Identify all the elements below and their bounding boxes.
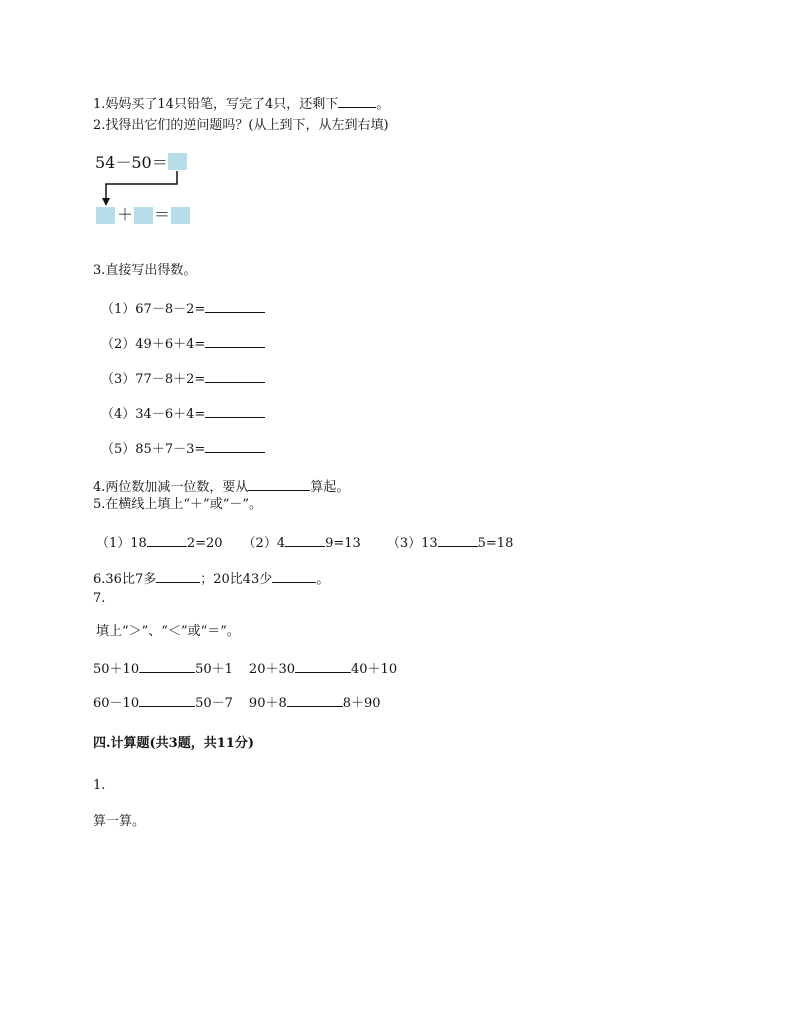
- item-expression: 49＋6＋4=: [135, 337, 206, 352]
- question-4-text: 4.两位数加减一位数，要从: [93, 480, 249, 495]
- question-6-part-b: ；20比43少: [200, 572, 273, 587]
- question-7-instruction: 填上“＞”、“＜”或“＝”。: [96, 624, 240, 639]
- item-number: （3）: [101, 372, 136, 387]
- compare-left: 90＋8: [248, 696, 287, 711]
- part-2-right: 9=13: [325, 536, 361, 551]
- answer-box-3[interactable]: [171, 207, 190, 224]
- answer-blank[interactable]: [139, 694, 195, 707]
- equation-top: 54－50＝: [95, 153, 168, 172]
- question-2-text: 2.找得出它们的逆问题吗？(从上到下，从左到右填): [93, 118, 389, 133]
- answer-blank[interactable]: [205, 405, 265, 418]
- compare-right: 40＋10: [351, 662, 398, 677]
- answer-blank[interactable]: [205, 370, 265, 383]
- part-3-left: （3）13: [386, 536, 438, 551]
- item-number: （1）: [101, 302, 136, 317]
- answer-blank[interactable]: [205, 300, 265, 313]
- fill-sign-row: [96, 534, 513, 552]
- calc-item: [101, 370, 265, 388]
- item-number: （2）: [101, 337, 136, 352]
- question-7-number: 7.: [93, 591, 106, 606]
- calc-item: [101, 300, 265, 318]
- part-1-left: （1）18: [96, 536, 147, 551]
- answer-blank[interactable]: [156, 570, 200, 583]
- item-number: （5）: [101, 442, 136, 457]
- item-expression: 67－8－2=: [135, 302, 206, 317]
- compare-right: 8＋90: [342, 696, 381, 711]
- answer-blank[interactable]: [205, 440, 265, 453]
- section-4-title: 四.计算题(共3题，共11分): [93, 736, 254, 751]
- answer-blank[interactable]: [438, 534, 478, 547]
- answer-blank[interactable]: [287, 694, 343, 707]
- answer-blank[interactable]: [272, 570, 316, 583]
- question-1-tail: 。: [376, 97, 390, 112]
- question-4: [93, 478, 349, 496]
- answer-blank[interactable]: [139, 660, 195, 673]
- question-1-text: 1.妈妈买了14只铅笔，写完了4只，还剩下: [93, 97, 339, 112]
- item-expression: 77－8＋2=: [135, 372, 206, 387]
- question-6: [93, 570, 329, 588]
- arrow-connector: [100, 170, 190, 210]
- compare-left: 50＋10: [93, 662, 140, 677]
- answer-blank[interactable]: [205, 335, 265, 348]
- part-2-left: （2）4: [242, 536, 286, 551]
- part-3-right: 5=18: [477, 536, 514, 551]
- equals-sign: ＝: [154, 205, 171, 224]
- question-4-tail: 算起。: [310, 480, 350, 495]
- answer-blank[interactable]: [147, 534, 187, 547]
- item-expression: 85＋7－3=: [135, 442, 206, 457]
- compare-right: 50＋1: [195, 662, 233, 677]
- section-4-question-number: 1.: [93, 778, 106, 793]
- answer-box-1[interactable]: [96, 207, 115, 224]
- item-number: （4）: [101, 407, 136, 422]
- answer-blank[interactable]: [338, 95, 376, 108]
- compare-left: 20＋30: [248, 662, 296, 677]
- question-6-part-a: 6.36比7多: [93, 572, 157, 587]
- answer-blank[interactable]: [285, 534, 325, 547]
- compare-row: [93, 694, 381, 712]
- question-1: [93, 95, 389, 113]
- question-6-tail: 。: [316, 572, 330, 587]
- answer-blank[interactable]: [248, 478, 310, 491]
- plus-sign: ＋: [117, 205, 134, 224]
- calc-item: [101, 440, 265, 458]
- question-3-text: 3.直接写出得数。: [93, 263, 197, 278]
- calc-item: [101, 335, 265, 353]
- item-expression: 34－6＋4=: [135, 407, 206, 422]
- answer-box-top[interactable]: [168, 153, 187, 170]
- calc-item: [101, 405, 265, 423]
- compare-left: 60－10: [93, 696, 140, 711]
- part-1-right: 2=20: [186, 536, 223, 551]
- section-4-instruction: 算一算。: [93, 814, 146, 829]
- compare-right: 50－7: [195, 696, 233, 711]
- answer-blank[interactable]: [295, 660, 351, 673]
- question-5-text: 5.在横线上填上“＋”或“－”。: [93, 497, 262, 512]
- compare-row: [93, 660, 397, 678]
- answer-box-2[interactable]: [134, 207, 153, 224]
